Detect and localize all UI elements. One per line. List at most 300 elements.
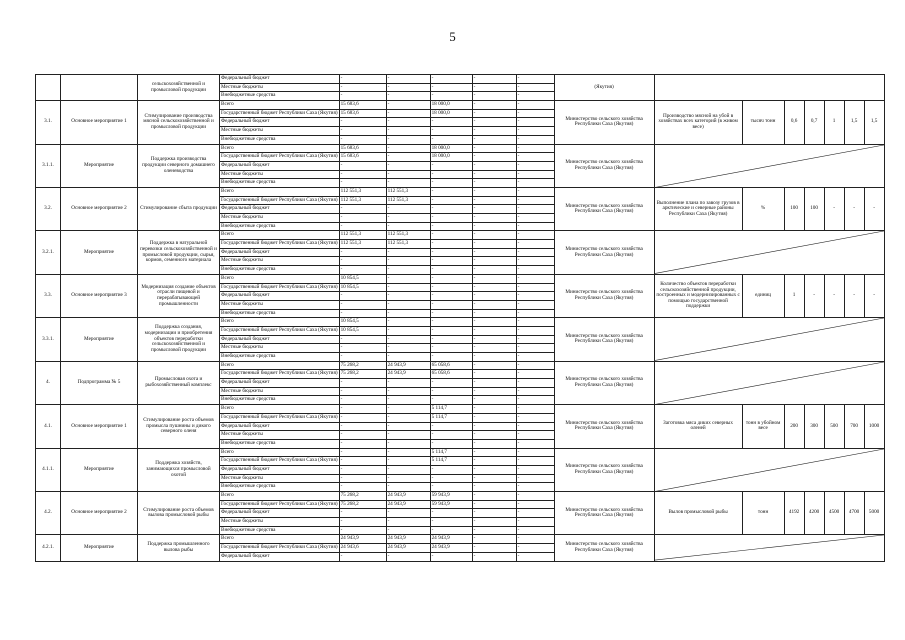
funding-value: - xyxy=(386,483,430,492)
indicator-unit: тонн xyxy=(742,492,784,535)
funding-value: - xyxy=(430,353,472,362)
item-number: 4. xyxy=(36,361,61,404)
item-name: Основное мероприятие 3 xyxy=(61,274,138,317)
funding-value: - xyxy=(516,413,554,422)
funding-value: - xyxy=(472,483,516,492)
item-title: Стимулирование производства мясной сельскохозяйственной и промысловой продукции xyxy=(138,101,220,144)
indicator-value: 1 xyxy=(784,274,804,317)
funding-value: - xyxy=(516,422,554,431)
indicator-value: 1 xyxy=(824,101,844,144)
funding-value: - xyxy=(430,387,472,396)
empty-cell-diagonal xyxy=(655,449,884,491)
funding-value: - xyxy=(339,257,386,266)
funding-value: - xyxy=(386,422,430,431)
funding-value: - xyxy=(472,127,516,136)
program-table xyxy=(35,74,885,562)
funding-source: Местные бюджеты xyxy=(220,344,340,353)
funding-value: - xyxy=(430,170,472,179)
funding-value: 5 114,7 xyxy=(430,413,472,422)
funding-source: Всего xyxy=(220,274,340,283)
funding-value: - xyxy=(472,153,516,162)
item-name: Основное мероприятие 1 xyxy=(61,101,138,144)
funding-value: - xyxy=(386,222,430,231)
funding-value: - xyxy=(472,257,516,266)
funding-value: - xyxy=(386,292,430,301)
funding-value: - xyxy=(472,413,516,422)
funding-value: 24 943,9 xyxy=(430,544,472,553)
funding-value: 112 551,3 xyxy=(386,240,430,249)
funding-source: Государственный бюджет Республики Саха (Якутия) xyxy=(220,500,340,509)
funding-source: Всего xyxy=(220,492,340,501)
funding-value: - xyxy=(339,379,386,388)
funding-value: - xyxy=(339,309,386,318)
funding-value: 24 943,9 xyxy=(386,500,430,509)
funding-value: - xyxy=(339,353,386,362)
item-number: 3.2.1. xyxy=(36,231,61,274)
funding-value: - xyxy=(339,118,386,127)
funding-value: - xyxy=(472,431,516,440)
item-name: Мероприятие xyxy=(61,535,138,561)
item-number: 3.1. xyxy=(36,101,61,144)
funding-value: - xyxy=(472,309,516,318)
funding-value: - xyxy=(386,127,430,136)
indicator-value: 4200 xyxy=(804,492,824,535)
funding-value: - xyxy=(472,344,516,353)
indicator-name: Выполнение плана по завозу грузов в арктические и северные районы Республики Саха (Якутия) xyxy=(654,187,742,230)
funding-source: Федеральный бюджет xyxy=(220,205,340,214)
funding-value: - xyxy=(516,552,554,561)
item-title: Стимулирование сбыта продукции xyxy=(138,187,220,230)
item-name: Мероприятие xyxy=(61,318,138,361)
funding-value: - xyxy=(386,526,430,535)
funding-value: - xyxy=(472,179,516,188)
funding-value: - xyxy=(472,379,516,388)
funding-value: - xyxy=(339,439,386,448)
funding-value: 10 854,5 xyxy=(339,326,386,335)
funding-value: 5 114,7 xyxy=(430,457,472,466)
funding-value: - xyxy=(386,353,430,362)
funding-value: - xyxy=(386,457,430,466)
indicator-value: 0,7 xyxy=(804,101,824,144)
funding-value: - xyxy=(472,353,516,362)
funding-value: - xyxy=(339,127,386,136)
indicator-value: 100 xyxy=(804,187,824,230)
funding-source: Местные бюджеты xyxy=(220,83,340,92)
funding-value: - xyxy=(472,248,516,257)
funding-value: - xyxy=(339,344,386,353)
funding-value: - xyxy=(386,274,430,283)
item-number: 3.3. xyxy=(36,274,61,317)
funding-source: Государственный бюджет Республики Саха (Якутия) xyxy=(220,196,340,205)
funding-source: Федеральный бюджет xyxy=(220,118,340,127)
funding-source: Местные бюджеты xyxy=(220,214,340,223)
funding-value: 24 943,6 xyxy=(339,544,386,553)
funding-value: - xyxy=(430,179,472,188)
funding-value: - xyxy=(516,526,554,535)
funding-value: - xyxy=(430,318,472,327)
executor: Министерство сельского хозяйства Республики Саха (Якутия) xyxy=(554,361,654,404)
funding-value: - xyxy=(516,127,554,136)
funding-source: Внебюджетные средства xyxy=(220,179,340,188)
funding-source: Внебюджетные средства xyxy=(220,353,340,362)
funding-value: - xyxy=(386,318,430,327)
funding-source: Внебюджетные средства xyxy=(220,135,340,144)
funding-value: - xyxy=(339,83,386,92)
executor: (Якутия) xyxy=(554,75,654,101)
indicator-value: - xyxy=(824,187,844,230)
funding-value: - xyxy=(339,474,386,483)
funding-value: - xyxy=(386,101,430,110)
funding-value: - xyxy=(386,465,430,474)
funding-value: - xyxy=(386,248,430,257)
funding-source: Федеральный бюджет xyxy=(220,75,340,84)
funding-value: - xyxy=(516,509,554,518)
funding-source: Всего xyxy=(220,187,340,196)
empty-cell-diagonal xyxy=(655,535,884,560)
item-title: Стимулирование роста объемов вылова промысловой рыбы xyxy=(138,492,220,535)
funding-value: - xyxy=(339,300,386,309)
page-number: 5 xyxy=(449,29,456,44)
funding-source: Всего xyxy=(220,535,340,544)
funding-value: - xyxy=(516,222,554,231)
indicator-empty xyxy=(654,144,884,187)
indicator-value: - xyxy=(824,274,844,317)
funding-value: 24 943,9 xyxy=(386,370,430,379)
funding-value: - xyxy=(516,161,554,170)
funding-value: - xyxy=(386,474,430,483)
funding-value: - xyxy=(430,240,472,249)
funding-source: Местные бюджеты xyxy=(220,300,340,309)
funding-value: 75 268,2 xyxy=(339,500,386,509)
executor: Министерство сельского хозяйства Республики Саха (Якутия) xyxy=(554,101,654,144)
funding-value: - xyxy=(430,335,472,344)
funding-value: - xyxy=(472,544,516,553)
funding-value: - xyxy=(430,344,472,353)
empty-cell-diagonal xyxy=(655,231,884,273)
table-row xyxy=(36,535,885,544)
funding-source: Всего xyxy=(220,361,340,370)
funding-value: - xyxy=(516,361,554,370)
funding-value: - xyxy=(516,300,554,309)
funding-source: Федеральный бюджет xyxy=(220,509,340,518)
funding-value: - xyxy=(516,379,554,388)
funding-value: - xyxy=(339,465,386,474)
funding-value: - xyxy=(472,326,516,335)
funding-value: 15 683,6 xyxy=(339,109,386,118)
funding-value: - xyxy=(430,292,472,301)
funding-value: - xyxy=(472,387,516,396)
funding-value: - xyxy=(516,214,554,223)
funding-value: - xyxy=(386,518,430,527)
table-row xyxy=(36,231,885,240)
funding-value: 24 943,9 xyxy=(339,535,386,544)
funding-value: 18 000,0 xyxy=(430,101,472,110)
funding-value: - xyxy=(430,274,472,283)
item-title: Модернизация создание объектов отрасли пищевой и перерабатывающей промышленности xyxy=(138,274,220,317)
funding-value: - xyxy=(472,509,516,518)
item-number: 4.2.1. xyxy=(36,535,61,561)
funding-value: - xyxy=(430,422,472,431)
funding-value: - xyxy=(430,300,472,309)
funding-value: - xyxy=(386,405,430,414)
funding-value: - xyxy=(386,118,430,127)
funding-value: - xyxy=(430,214,472,223)
funding-value: - xyxy=(339,75,386,84)
indicator-value: 700 xyxy=(844,405,864,448)
funding-value: - xyxy=(386,135,430,144)
funding-value: - xyxy=(516,292,554,301)
funding-value: - xyxy=(516,500,554,509)
funding-source: Внебюджетные средства xyxy=(220,266,340,275)
funding-value: - xyxy=(386,396,430,405)
funding-value: - xyxy=(472,266,516,275)
funding-value: 24 943,9 xyxy=(430,535,472,544)
funding-source: Федеральный бюджет xyxy=(220,422,340,431)
item-title: Поддержка производства продукции северного домашнего оленеводства xyxy=(138,144,220,187)
funding-value: - xyxy=(516,75,554,84)
funding-value: - xyxy=(516,431,554,440)
funding-value: - xyxy=(472,205,516,214)
funding-value: - xyxy=(386,83,430,92)
funding-source: Федеральный бюджет xyxy=(220,552,340,561)
funding-value: - xyxy=(516,248,554,257)
funding-value: - xyxy=(516,318,554,327)
indicator-unit: % xyxy=(742,187,784,230)
funding-value: 24 943,9 xyxy=(386,361,430,370)
funding-source: Федеральный бюджет xyxy=(220,379,340,388)
item-number: 4.1. xyxy=(36,405,61,448)
funding-value: - xyxy=(339,448,386,457)
funding-value: - xyxy=(339,518,386,527)
funding-source: Внебюджетные средства xyxy=(220,439,340,448)
funding-value: - xyxy=(430,509,472,518)
funding-value: - xyxy=(472,474,516,483)
funding-value: - xyxy=(386,431,430,440)
funding-value: 10 854,5 xyxy=(339,283,386,292)
funding-value: - xyxy=(516,448,554,457)
funding-value: - xyxy=(516,92,554,101)
item-title: Поддержка промышленного вылова рыбы xyxy=(138,535,220,561)
table-row xyxy=(36,75,885,84)
funding-value: - xyxy=(386,326,430,335)
funding-value: 112 551,3 xyxy=(339,196,386,205)
funding-source: Государственный бюджет Республики Саха (Якутия) xyxy=(220,544,340,553)
funding-value: - xyxy=(516,465,554,474)
funding-value: - xyxy=(472,144,516,153)
funding-value: - xyxy=(516,483,554,492)
funding-value: - xyxy=(430,431,472,440)
table-row xyxy=(36,492,885,501)
funding-value: - xyxy=(516,544,554,553)
indicator-unit: тысяч тонн xyxy=(742,101,784,144)
funding-value: - xyxy=(516,257,554,266)
funding-value: - xyxy=(516,387,554,396)
indicator-value: 1000 xyxy=(864,405,884,448)
funding-value: - xyxy=(430,257,472,266)
funding-value: - xyxy=(516,335,554,344)
funding-value: - xyxy=(516,153,554,162)
funding-value: 75 268,2 xyxy=(339,361,386,370)
indicator-unit: тонн в убойном весе xyxy=(742,405,784,448)
funding-value: - xyxy=(472,187,516,196)
executor: Министерство сельского хозяйства Республики Саха (Якутия) xyxy=(554,535,654,561)
item-name: Основное мероприятие 1 xyxy=(61,405,138,448)
funding-value: - xyxy=(339,431,386,440)
indicator-name: Вылов промысловой рыбы xyxy=(654,492,742,535)
executor: Министерство сельского хозяйства Республики Саха (Якутия) xyxy=(554,492,654,535)
funding-value: 24 943,9 xyxy=(386,535,430,544)
funding-value: - xyxy=(339,222,386,231)
funding-value: - xyxy=(386,335,430,344)
funding-value: - xyxy=(386,344,430,353)
indicator-value: 4500 xyxy=(824,492,844,535)
funding-value: - xyxy=(516,179,554,188)
funding-value: - xyxy=(386,179,430,188)
funding-value: - xyxy=(386,257,430,266)
table-row xyxy=(36,187,885,196)
item-number: 3.2. xyxy=(36,187,61,230)
funding-source: Всего xyxy=(220,318,340,327)
funding-value: 75 268,2 xyxy=(339,370,386,379)
funding-value: - xyxy=(516,309,554,318)
funding-value: - xyxy=(472,405,516,414)
funding-value: - xyxy=(386,75,430,84)
funding-value: - xyxy=(472,196,516,205)
funding-source: Всего xyxy=(220,405,340,414)
executor: Министерство сельского хозяйства Республики Саха (Якутия) xyxy=(554,187,654,230)
funding-source: Государственный бюджет Республики Саха (Якутия) xyxy=(220,326,340,335)
funding-value: - xyxy=(386,379,430,388)
indicator-value: 1,5 xyxy=(844,101,864,144)
funding-value: 65 058,6 xyxy=(430,370,472,379)
funding-value: - xyxy=(516,535,554,544)
executor: Министерство сельского хозяйства Республики Саха (Якутия) xyxy=(554,405,654,448)
funding-value: - xyxy=(472,422,516,431)
funding-source: Государственный бюджет Республики Саха (Якутия) xyxy=(220,153,340,162)
item-name: Мероприятие xyxy=(61,448,138,491)
funding-value: - xyxy=(472,492,516,501)
funding-source: Внебюджетные средства xyxy=(220,222,340,231)
empty-cell-diagonal xyxy=(655,362,884,404)
indicator-value: 5000 xyxy=(864,492,884,535)
funding-value: - xyxy=(339,396,386,405)
executor: Министерство сельского хозяйства Республики Саха (Якутия) xyxy=(554,144,654,187)
indicator-value: 300 xyxy=(804,405,824,448)
indicator-value: 200 xyxy=(784,405,804,448)
funding-value: - xyxy=(339,413,386,422)
item-name: Мероприятие xyxy=(61,144,138,187)
funding-value: - xyxy=(516,196,554,205)
table-row xyxy=(36,448,885,457)
funding-value: - xyxy=(339,457,386,466)
item-number: 4.1.1. xyxy=(36,448,61,491)
funding-value: - xyxy=(472,222,516,231)
table-row xyxy=(36,144,885,153)
funding-value: - xyxy=(339,335,386,344)
funding-value: - xyxy=(472,92,516,101)
indicator-value: 500 xyxy=(824,405,844,448)
funding-value: - xyxy=(516,135,554,144)
executor: Министерство сельского хозяйства Республики Саха (Якутия) xyxy=(554,448,654,491)
funding-value: - xyxy=(516,283,554,292)
funding-value: - xyxy=(339,179,386,188)
item-number: 3.1.1. xyxy=(36,144,61,187)
funding-source: Федеральный бюджет xyxy=(220,161,340,170)
indicator-empty xyxy=(654,361,884,404)
funding-value: - xyxy=(339,161,386,170)
funding-value: - xyxy=(516,170,554,179)
funding-source: Государственный бюджет Республики Саха (Якутия) xyxy=(220,370,340,379)
funding-source: Всего xyxy=(220,448,340,457)
funding-value: - xyxy=(339,552,386,561)
funding-source: Всего xyxy=(220,231,340,240)
funding-value: - xyxy=(430,283,472,292)
indicator-value: - xyxy=(804,274,824,317)
item-title: Промысловая охота и рыбохозяйственный комплекс xyxy=(138,361,220,404)
funding-value: - xyxy=(516,405,554,414)
funding-value: - xyxy=(472,396,516,405)
funding-value: - xyxy=(386,387,430,396)
funding-value: - xyxy=(516,205,554,214)
funding-source: Местные бюджеты xyxy=(220,257,340,266)
funding-value: - xyxy=(386,153,430,162)
indicator-name: Производство мясной на убой в хозяйствах всех категорий (в живом весе) xyxy=(654,101,742,144)
item-title: сельскохозяйственной и промысловой продукции xyxy=(138,75,220,101)
funding-source: Внебюджетные средства xyxy=(220,526,340,535)
funding-value: 5 114,7 xyxy=(430,448,472,457)
funding-source: Государственный бюджет Республики Саха (Якутия) xyxy=(220,283,340,292)
funding-value: - xyxy=(472,500,516,509)
funding-value: - xyxy=(472,170,516,179)
funding-value: 112 551,3 xyxy=(386,187,430,196)
indicator-value: - xyxy=(844,274,864,317)
funding-source: Внебюджетные средства xyxy=(220,309,340,318)
funding-value: - xyxy=(430,187,472,196)
funding-value: 59 943,9 xyxy=(430,500,472,509)
empty-cell-diagonal xyxy=(655,318,884,360)
funding-value: - xyxy=(472,439,516,448)
funding-value: - xyxy=(386,170,430,179)
funding-value: - xyxy=(386,161,430,170)
item-title: Стимулирование роста объемов промысла пушнины и дикого северного оленя xyxy=(138,405,220,448)
funding-value: 5 114,7 xyxy=(430,405,472,414)
funding-value: - xyxy=(386,92,430,101)
funding-source: Местные бюджеты xyxy=(220,431,340,440)
funding-value: - xyxy=(472,457,516,466)
funding-value: - xyxy=(339,214,386,223)
funding-value: - xyxy=(430,83,472,92)
funding-value: 10 854,5 xyxy=(339,318,386,327)
funding-value: 112 551,3 xyxy=(339,231,386,240)
funding-value: - xyxy=(386,109,430,118)
funding-value: - xyxy=(430,483,472,492)
funding-value: - xyxy=(386,144,430,153)
funding-value: - xyxy=(516,240,554,249)
funding-value: - xyxy=(386,413,430,422)
funding-value: - xyxy=(339,526,386,535)
executor: Министерство сельского хозяйства Республики Саха (Якутия) xyxy=(554,274,654,317)
funding-value: - xyxy=(516,118,554,127)
indicator-empty xyxy=(654,318,884,361)
funding-source: Государственный бюджет Республики Саха (Якутия) xyxy=(220,240,340,249)
funding-value: - xyxy=(472,161,516,170)
funding-value: - xyxy=(516,266,554,275)
item-name xyxy=(61,75,138,101)
funding-source: Местные бюджеты xyxy=(220,170,340,179)
item-name: Мероприятие xyxy=(61,231,138,274)
funding-value: - xyxy=(472,526,516,535)
empty-cell-diagonal xyxy=(655,145,884,187)
